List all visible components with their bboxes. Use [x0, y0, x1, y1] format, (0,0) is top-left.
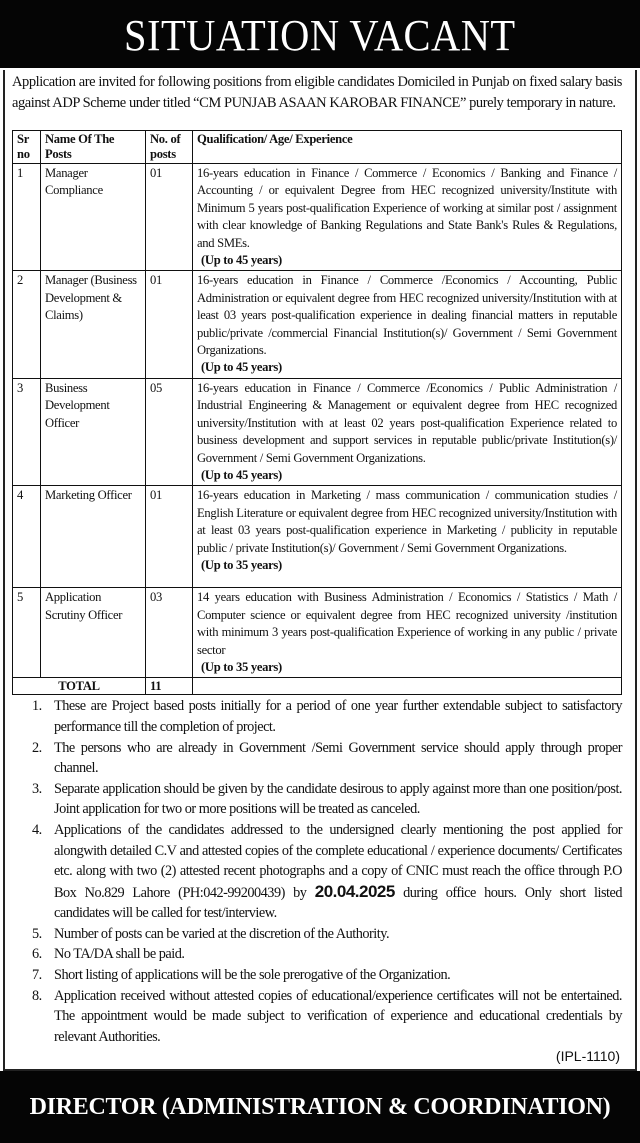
list-item	[32, 779, 622, 820]
ad-title-banner	[0, 0, 640, 68]
item-number: 3.	[32, 780, 42, 797]
item-text: These are Project based posts initially for a period of one year further extendable subject to satisfactory performance till the completion of project.	[54, 698, 622, 735]
item-text: The persons who are already in Government /Semi Government service should apply through proper channel.	[54, 739, 622, 777]
qualification-text: 14 years education with Business Administration / Economics / Statistics / Math / Computer science or equivalent degree from HEC recognized university /institution with minimum 3 years post-qualification Experience of working in any public / private sector	[197, 590, 617, 657]
age-limit: (Up to 35 years)	[201, 659, 282, 674]
post-cell: Manager Compliance	[41, 164, 146, 271]
item-number: 4.	[32, 821, 42, 838]
item-text: during office hours. Only short listed candidates will be called for test/interview.	[54, 884, 622, 922]
item-text: Separate application should be given by the candidate desirous to apply against more than one position/post. Joint application for two or more positions will be treated as canceled.	[54, 780, 622, 818]
ad-frame	[3, 70, 637, 1071]
count-cell: 01	[146, 164, 193, 271]
age-limit: (Up to 45 years)	[201, 253, 282, 268]
reference-code: (IPL-1110)	[555, 1048, 620, 1065]
table-row	[13, 588, 622, 678]
table-row	[13, 378, 622, 485]
list-item	[32, 986, 622, 1048]
terms-list	[32, 696, 622, 1047]
table-row	[13, 486, 622, 588]
qualification-text: 16-years education in Marketing / mass communication / communication studies / English Literature or equivalent degree from HEC recognized university/Institution with at least 03 years post-qualification experience in Marketing / publicity in reputable public / private Institution(s)/ Government / Semi Government Organizations.	[197, 488, 617, 555]
item-number: 1.	[32, 698, 42, 715]
list-item	[32, 696, 622, 737]
count-cell: 01	[146, 271, 193, 378]
age-limit: (Up to 45 years)	[201, 467, 282, 482]
sr-cell: 4	[13, 486, 41, 588]
header-sr: Sr no	[13, 131, 41, 164]
sr-cell: 3	[13, 378, 41, 485]
qualification-cell	[193, 378, 622, 485]
total-value: 11	[146, 678, 193, 695]
qualification-cell	[193, 271, 622, 378]
qualification-cell	[193, 588, 622, 678]
signatory: DIRECTOR (ADMINISTRATION & COORDINATION)	[29, 1094, 611, 1121]
qualification-cell	[193, 164, 622, 271]
post-cell: Application Scrutiny Officer	[41, 588, 146, 678]
total-row	[13, 678, 622, 695]
sr-cell: 1	[13, 164, 41, 271]
item-text: No TA/DA shall be paid.	[54, 946, 185, 963]
qualification-text: 16-years education in Finance / Commerce /Economics / Public Administration / Industrial Engineering & Management or equivalent degree from HEC recognized university/Institution with at least 02 years post-qualification Experience related to business development and support services in reputable public/private Institution(s)/ Government / Semi Government Organizations.	[197, 380, 617, 465]
item-number: 2.	[32, 739, 42, 756]
post-cell: Manager (Business Development & Claims)	[41, 271, 146, 378]
qualification-text: 16-years education in Finance / Commerce / Economics / Banking and Finance / Accounting / or equivalent Degree from HEC recognized university/Institute with Minimum 5 years post-qualification Experience of working at similar post / assignment with clear knowledge of Banking Regulations and State Bank's Rules & Regulations, and SMEs.	[197, 166, 617, 250]
age-limit: (Up to 45 years)	[201, 360, 282, 375]
header-qualification: Qualification/ Age/ Experience	[193, 131, 622, 164]
list-item	[32, 820, 622, 924]
item-text: Short listing of applications will be the sole prerogative of the Organization.	[54, 967, 451, 984]
item-number: 7.	[32, 967, 42, 984]
sr-cell: 2	[13, 271, 41, 378]
deadline-date: 20.04.2025	[314, 881, 395, 901]
positions-table	[12, 130, 622, 695]
count-cell: 01	[146, 486, 193, 588]
qualification-cell	[193, 486, 622, 588]
qualification-text: 16-years education in Finance / Commerce /Economics / Accounting, Public Administration or equivalent degree from HEC recognized university/Institution with at least 03 years post-qualification experience in dealing financial matters in reputable public/private /commercial Financial Institution(s)/ Government / Semi Government Organizations.	[197, 273, 617, 358]
item-number: 8.	[32, 987, 42, 1004]
list-item	[32, 944, 622, 965]
total-label: TOTAL	[13, 678, 146, 695]
header-count: No. of posts	[146, 131, 193, 164]
signatory-banner	[0, 1071, 640, 1143]
table-row	[13, 271, 622, 378]
header-post: Name Of The Posts	[41, 131, 146, 164]
list-item	[32, 738, 622, 779]
post-cell: Marketing Officer	[41, 486, 146, 588]
item-text: Application received without attested copies of educational/experience certificates will not be entertained. The appointment would be made subject to verification of experience and educational credentials by relevant Authorities.	[54, 987, 622, 1045]
count-cell: 05	[146, 378, 193, 485]
post-cell: Business Development Officer	[41, 378, 146, 485]
list-item	[32, 924, 622, 945]
total-empty-cell	[193, 678, 622, 695]
table-row	[13, 164, 622, 271]
table-header-row	[13, 131, 622, 164]
ad-title: SITUATION VACANT	[124, 11, 516, 60]
sr-cell: 5	[13, 588, 41, 678]
list-item	[32, 965, 622, 986]
item-number: 5.	[32, 925, 42, 942]
age-limit: (Up to 35 years)	[201, 557, 282, 572]
item-number: 6.	[32, 946, 42, 963]
item-text: Number of posts can be varied at the discretion of the Authority.	[54, 925, 390, 942]
intro-paragraph: Application are invited for following positions from eligible candidates Domiciled in Punjab on fixed salary basis against ADP Scheme under titled “CM PUNJAB ASAAN KAROBAR FINANCE” purely temporary in nature.	[12, 74, 622, 111]
item-text: Applications of the candidates addressed to the undersigned clearly mentioning the post applied for alongwith detailed C.V and attested copies of the complete educational / experience documents/ Certificates etc. along with two (2) attested recent photographs and a copy of CNIC must reach the office through P.O Box No.829 Lahore (PH:042-99200439) by	[54, 821, 622, 901]
count-cell: 03	[146, 588, 193, 678]
